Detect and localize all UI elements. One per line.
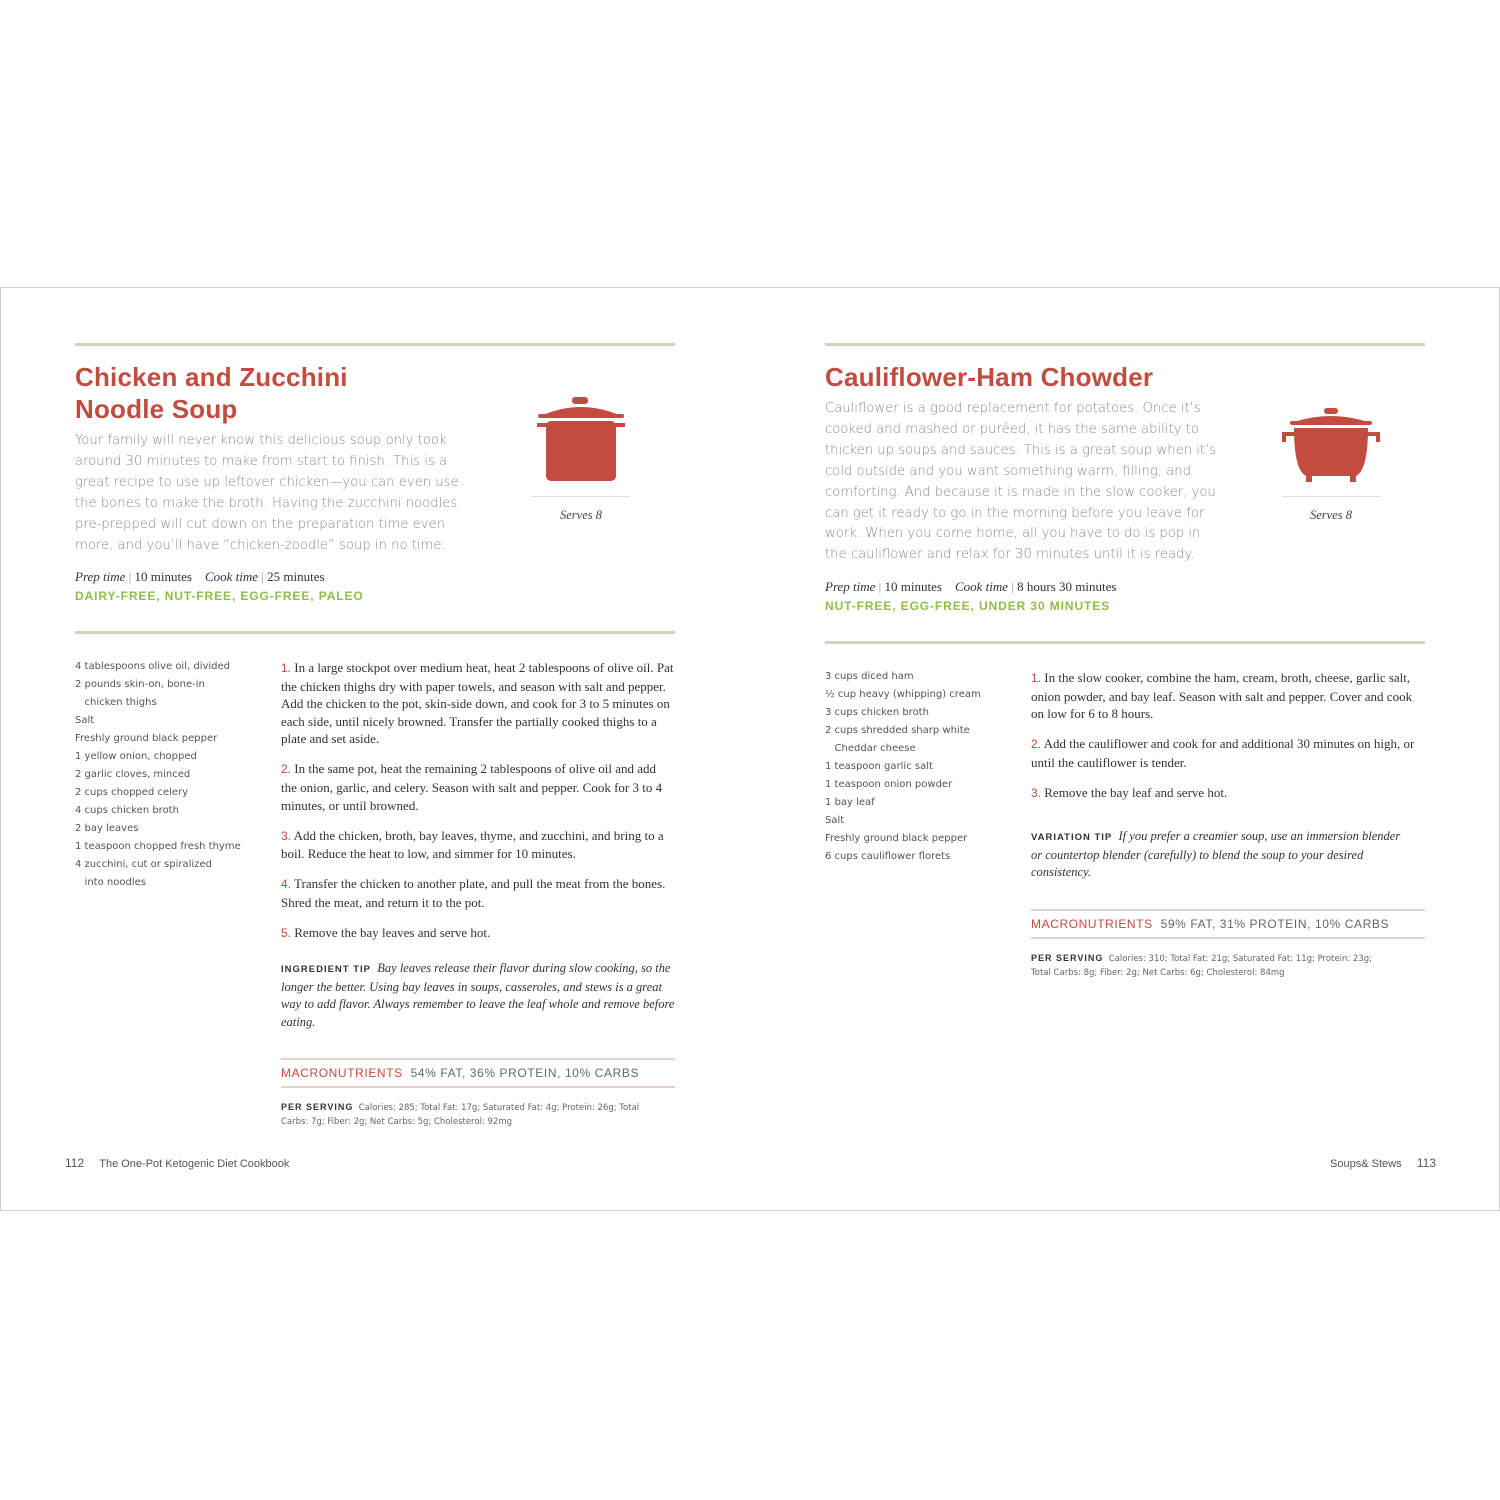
separator: | bbox=[1011, 579, 1014, 594]
recipe-title-line2: Noodle Soup bbox=[75, 394, 238, 424]
recipe-title: Cauliflower-Ham Chowder bbox=[825, 362, 1154, 392]
step-item bbox=[281, 924, 675, 943]
page-number: 112 bbox=[65, 1156, 85, 1170]
list-item: Freshly ground black pepper bbox=[825, 833, 968, 844]
section-rule bbox=[825, 641, 1425, 644]
macros-label: MACRONUTRIENTS bbox=[1031, 917, 1153, 931]
step-item bbox=[1031, 735, 1425, 771]
macros-value: 59% FAT, 31% PROTEIN, 10% CARBS bbox=[1160, 917, 1390, 931]
macros-label: MACRONUTRIENTS bbox=[281, 1066, 403, 1080]
time-info bbox=[75, 569, 325, 585]
list-item: 4 tablespoons olive oil, divided bbox=[75, 661, 231, 672]
step-item bbox=[281, 659, 675, 748]
slow-cooker-icon bbox=[1282, 406, 1380, 484]
cook-label: Cook time bbox=[204, 569, 259, 584]
header-rule bbox=[825, 343, 1425, 346]
macro-rule-top bbox=[1031, 909, 1425, 911]
step-text: Add the cauliflower and cook for and additional 30 minutes on high, or until the cauliflower is tender. bbox=[1031, 736, 1415, 770]
time-info bbox=[825, 579, 1116, 595]
step-list bbox=[281, 659, 675, 955]
variation-tip bbox=[1031, 828, 1411, 882]
separator: | bbox=[128, 569, 132, 584]
step-number: 2. bbox=[1031, 737, 1042, 752]
list-item: 4 cups chicken broth bbox=[75, 805, 179, 816]
serves-text: Serves 8 bbox=[560, 508, 602, 522]
cook-label: Cook time bbox=[954, 579, 1009, 594]
step-number: 4. bbox=[281, 877, 292, 892]
step-text: Add the chicken, broth, bay leaves, thyme, and zucchini, and bring to a boil. Reduce the heat to low, and simmer for 10 minutes. bbox=[281, 827, 664, 862]
list-item: Salt bbox=[75, 715, 95, 726]
list-item: chicken thighs bbox=[75, 697, 157, 708]
tip-text: If you prefer a creamier soup, use an immersion blender or countertop blender (carefully) to blend the soup to your desired consistency. bbox=[1031, 829, 1401, 879]
step-item bbox=[1031, 669, 1425, 723]
step-number: 3. bbox=[1031, 785, 1042, 800]
list-item: 2 cups chopped celery bbox=[75, 787, 189, 798]
tip-text: Bay leaves release their flavor during slow cooking, so the longer the better. Using bay leaves in soups, casseroles, and stews is a great way to add flavor. Always remember to leave the leaf whole and remove before eating. bbox=[281, 961, 675, 1029]
step-item bbox=[281, 760, 675, 814]
list-item: 1 yellow onion, chopped bbox=[75, 751, 197, 762]
ingredient-list bbox=[75, 658, 265, 892]
list-item: 6 cups cauliflower florets bbox=[825, 851, 951, 862]
right-page bbox=[750, 288, 1499, 1210]
list-item: 1 teaspoon chopped fresh thyme bbox=[75, 841, 241, 852]
folio-left bbox=[65, 1156, 289, 1170]
list-item: 1 bay leaf bbox=[825, 797, 875, 808]
macro-rule-top bbox=[281, 1058, 675, 1060]
prep-label: Prep time bbox=[75, 569, 126, 584]
step-item bbox=[281, 875, 675, 911]
step-text: Transfer the chicken to another plate, and pull the meat from the bones. Shred the meat, and return it to the pot. bbox=[281, 876, 666, 910]
step-number: 5. bbox=[281, 925, 292, 940]
macronutrients bbox=[1031, 917, 1389, 931]
list-item: 4 zucchini, cut or spiralized bbox=[75, 859, 212, 870]
step-text: Remove the bay leaf and serve hot. bbox=[1044, 784, 1228, 800]
step-number: 3. bbox=[281, 828, 292, 843]
prep-value: 10 minutes bbox=[134, 569, 192, 584]
tip-label: INGREDIENT TIP bbox=[281, 964, 372, 975]
stockpot-icon bbox=[537, 395, 625, 485]
header-rule bbox=[75, 343, 675, 346]
list-item: 2 pounds skin-on, bone-in bbox=[75, 679, 205, 690]
per-serving-text: Calories: 310; Total Fat: 21g; Saturated Fat: 11g; Protein: 23g; Total Carbs: 8g; Fiber: 2g; Net Carbs: 6g; Cholesterol: 84mg bbox=[1031, 954, 1373, 978]
macros-value: 54% FAT, 36% PROTEIN, 10% CARBS bbox=[410, 1066, 640, 1080]
step-text: In the same pot, heat the remaining 2 tablespoons of olive oil and add the onion, garlic, and celery. Season with salt and pepper. Cook for 3 to 4 minutes, or until browned. bbox=[281, 761, 663, 813]
recipe-intro: Cauliflower is a good replacement for potatoes. Once it’s cooked and mashed or puréed, it has the same ability to thicken up soups and sauces. This is a great soup when it’s cold outside and you want something warm, filling, and comforting. And because it is made in the slow cooker, you can get it ready to go in the morning before you leave for work. When you come home, all you have to do is pop in the cauliflower and relax for 30 minutes until it is ready. bbox=[825, 401, 1217, 563]
left-page bbox=[1, 288, 750, 1210]
icon-divider bbox=[1282, 496, 1380, 497]
recipe-intro: Your family will never know this delicious soup only took around 30 minutes to make from start to finish. This is a great recipe to use up leftover chicken—you can even use the bones to make the broth. Having the zucchini noodles pre-prepped will cut down on the preparation time even more, and you’ll have “chicken-zoodle” soup in no time. bbox=[75, 433, 459, 553]
recipe-title-line1: Chicken and Zucchini bbox=[75, 362, 348, 392]
list-item: 2 bay leaves bbox=[75, 823, 139, 834]
macronutrients bbox=[281, 1066, 639, 1080]
section-rule bbox=[75, 631, 675, 634]
running-head: Soups& Stews bbox=[1330, 1158, 1402, 1170]
diet-tags: DAIRY-FREE, NUT-FREE, EGG-FREE, PALEO bbox=[75, 589, 364, 603]
per-serving-label: PER SERVING bbox=[281, 1102, 354, 1112]
list-item: 3 cups chicken broth bbox=[825, 707, 929, 718]
separator: | bbox=[261, 569, 264, 584]
diet-tags: NUT-FREE, EGG-FREE, UNDER 30 MINUTES bbox=[825, 599, 1111, 613]
step-item bbox=[1031, 784, 1425, 803]
macro-rule-bottom bbox=[281, 1086, 675, 1088]
tip-label: VARIATION TIP bbox=[1031, 832, 1113, 843]
icon-divider bbox=[532, 496, 630, 497]
step-number: 2. bbox=[281, 762, 292, 777]
per-serving bbox=[281, 1100, 641, 1129]
book-spread bbox=[0, 287, 1500, 1211]
ingredient-tip bbox=[281, 960, 675, 1031]
list-item: Salt bbox=[825, 815, 845, 826]
list-item: 1 teaspoon garlic salt bbox=[825, 761, 933, 772]
list-item: into noodles bbox=[75, 877, 146, 888]
step-item bbox=[281, 827, 675, 863]
step-text: In a large stockpot over medium heat, heat 2 tablespoons of olive oil. Pat the chicken thighs dry with paper towels, and season with salt and pepper. Add the chicken to the pot, skin-side down, and cook for 3 to 5 minutes on each side, until nicely browned. Transfer the partially cooked thighs to a plate and set aside. bbox=[281, 660, 674, 747]
recipe-title bbox=[75, 361, 495, 425]
ingredient-list bbox=[825, 668, 1015, 866]
per-serving-text: Calories: 285; Total Fat: 17g; Saturated Fat: 4g; Protein: 26g; Total Carbs: 7g; Fiber: 2g; Net Carbs: 5g; Cholesterol: 92mg bbox=[281, 1103, 640, 1127]
per-serving-label: PER SERVING bbox=[1031, 953, 1104, 963]
macro-rule-bottom bbox=[1031, 937, 1425, 939]
list-item: 2 cups shredded sharp white bbox=[825, 725, 970, 736]
step-number: 1. bbox=[1031, 671, 1042, 685]
prep-value: 10 minutes bbox=[884, 579, 942, 594]
step-text: In the slow cooker, combine the ham, cream, broth, cheese, garlic salt, onion powder, and bay leaf. Season with salt and pepper. Cover and cook on low for 6 to 8 hours. bbox=[1031, 670, 1413, 722]
per-serving bbox=[1031, 951, 1391, 980]
page-number: 113 bbox=[1416, 1156, 1436, 1170]
cook-value: 8 hours 30 minutes bbox=[1017, 579, 1117, 594]
folio-right bbox=[1330, 1156, 1436, 1170]
step-text: Remove the bay leaves and serve hot. bbox=[294, 924, 491, 940]
list-item: ½ cup heavy (whipping) cream bbox=[825, 689, 981, 700]
list-item: 2 garlic cloves, minced bbox=[75, 769, 191, 780]
prep-label: Prep time bbox=[825, 579, 876, 594]
step-list bbox=[1031, 669, 1425, 815]
list-item: Cheddar cheese bbox=[825, 743, 916, 754]
list-item: 3 cups diced ham bbox=[825, 671, 914, 682]
cook-value: 25 minutes bbox=[267, 569, 325, 584]
separator: | bbox=[878, 579, 882, 594]
serves-text: Serves 8 bbox=[1310, 508, 1352, 522]
running-head: The One-Pot Ketogenic Diet Cookbook bbox=[99, 1158, 290, 1170]
list-item: Freshly ground black pepper bbox=[75, 733, 218, 744]
step-number: 1. bbox=[281, 661, 292, 675]
list-item: 1 teaspoon onion powder bbox=[825, 779, 953, 790]
